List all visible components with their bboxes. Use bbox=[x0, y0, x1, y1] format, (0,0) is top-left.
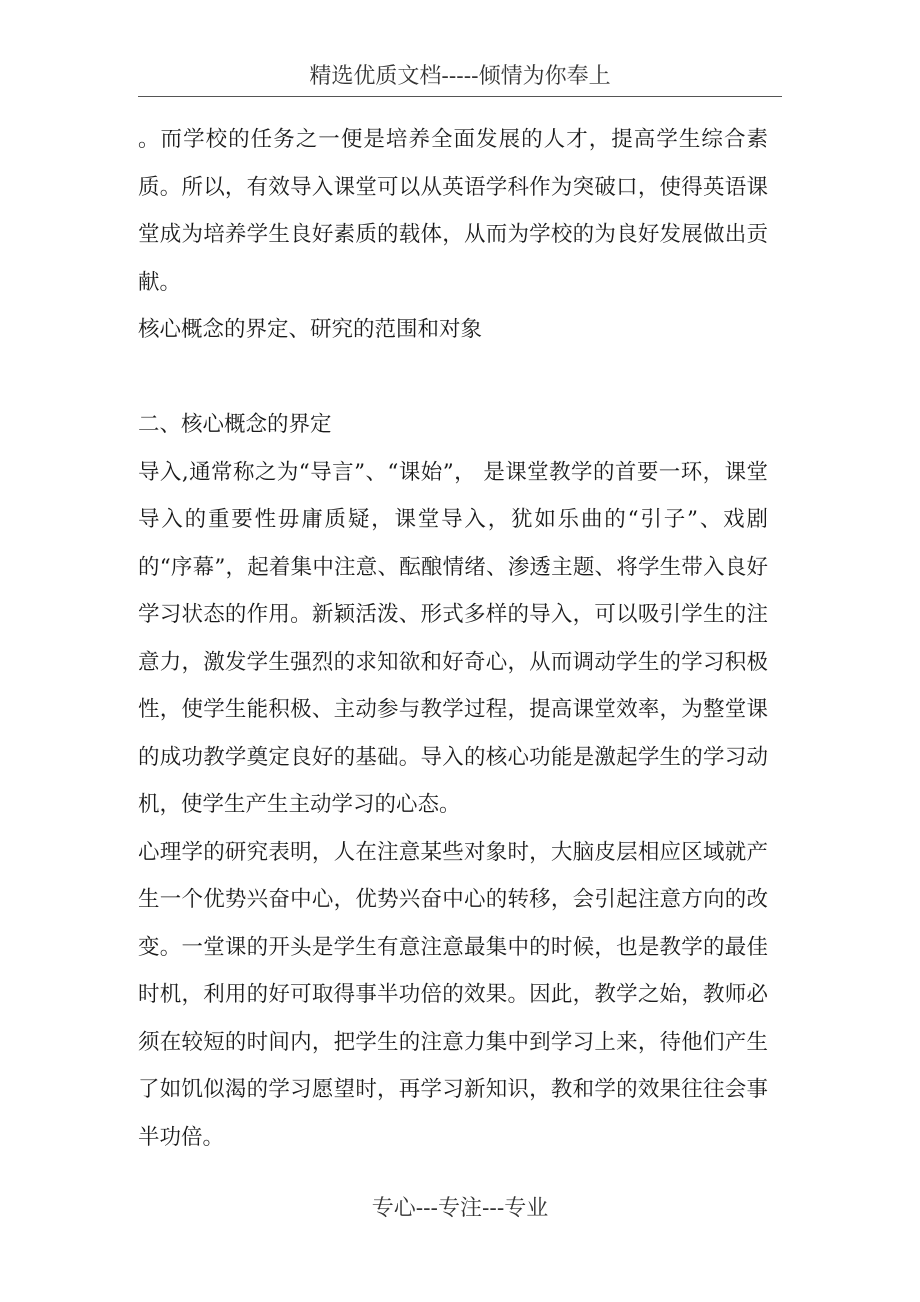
subsection-heading: 二、核心概念的界定 bbox=[138, 412, 332, 437]
page-header: 精选优质文档-----倾情为你奉上 bbox=[309, 64, 611, 89]
page-footer: 专心---专注---专业 bbox=[371, 1196, 549, 1221]
header-divider bbox=[138, 96, 782, 97]
section-heading: 核心概念的界定、研究的范围和对象 bbox=[138, 317, 483, 342]
psychology-paragraph: 心理学的研究表明，人在注意某些对象时，大脑皮层相应区域就产生一个优势兴奋中心，优势兴奋中心的转移，会引起注意方向的改变。一堂课的开头是学生有意注意最集中的时候，也是教学的最佳时机，利用的好可取得事半功倍的效果。因此，教学之始，教师必须在较短的时间内，把学生的注意力集中到学习上来，待他们产生了如饥似渴的学习愿望时，再学习新知识，教和学的效果往往会事半功倍。 bbox=[138, 839, 768, 1150]
definition-paragraph: 导入,通常称之为“导言”、“课始”， 是课堂教学的首要一环，课堂导入的重要性毋庸质疑，课堂导入，犹如乐曲的“引子”、戏剧的“序幕”，起着集中注意、酝酿情绪、渗透主题、将学生带入良好学习状态的作用。新颖活泼、形式多样的导入，可以吸引学生的注意力，激发学生强烈的求知欲和好奇心，从而调动学生的学习积极性，使学生能积极、主动参与教学过程，提高课堂效率，为整堂课的成功教学奠定良好的基础。导入的核心功能是激起学生的学习动机，使学生产生主动学习的心态。 bbox=[138, 459, 768, 817]
document-body bbox=[138, 116, 768, 1161]
blank-line bbox=[138, 354, 768, 402]
intro-paragraph: 。而学校的任务之一便是培养全面发展的人才，提高学生综合素质。所以，有效导入课堂可以从英语学科作为突破口，使得英语课堂成为培养学生良好素质的载体，从而为学校的为良好发展做出贡献。 bbox=[138, 127, 768, 295]
